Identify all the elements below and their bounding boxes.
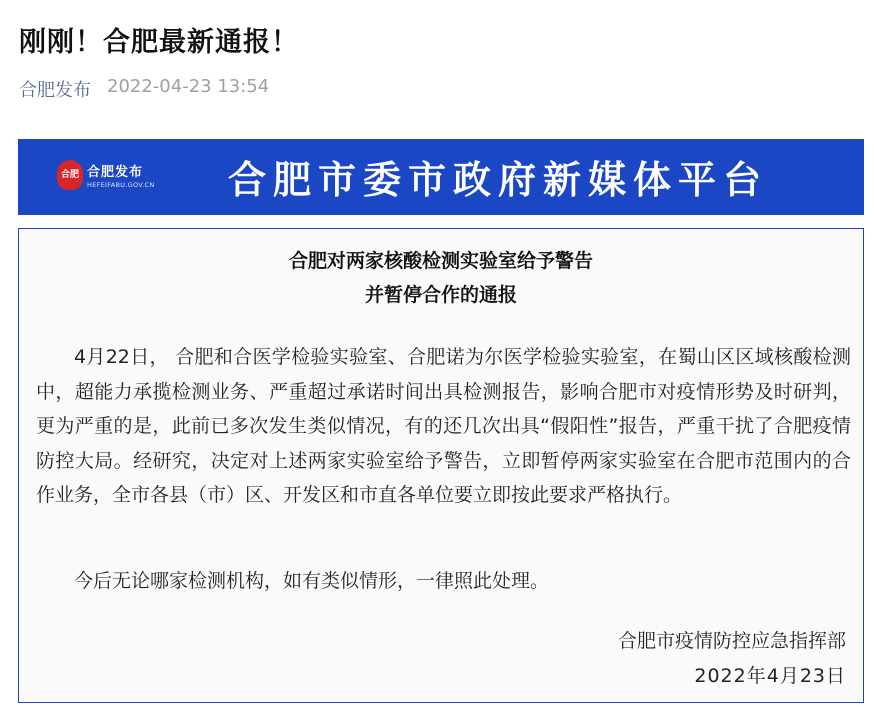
logo-name: 合肥发布 [87, 165, 144, 180]
hefei-fabu-logo [57, 160, 172, 200]
publish-date: 2022-04-23 13:54 [107, 76, 270, 97]
notice-title-line1: 合肥对两家核酸检测实验室给予警告 [288, 250, 593, 272]
logo-url: HEFEIFABU.GOV.CN [87, 181, 155, 189]
article-meta [19, 76, 269, 102]
banner-headline: 合肥市委市政府新媒体平台 [228, 157, 769, 202]
banner-image [18, 139, 864, 215]
notice-signature: 合肥市疫情防控应急指挥部 [617, 630, 846, 652]
logo-seal-icon: 合肥 [57, 160, 83, 190]
notice-sign-date: 2022年4月23日 [694, 665, 846, 687]
notice-title-line2: 并暂停合作的通报 [364, 284, 517, 306]
notice-paragraph-2: 今后无论哪家检测机构，如有类似情形，一律照此处理。 [74, 570, 550, 592]
notice-box [18, 228, 864, 703]
author-link[interactable]: 合肥发布 [19, 80, 91, 101]
notice-paragraph-1: 4月22日， 合肥和合医学检验实验室、合肥诺为尔医学检验实验室，在蜀山区区域核酸检测中，超能力承揽检测业务、严重超过承诺时间出具检测报告，影响合肥市对疫情形势及时研判，更为严重的是，此前已多次发生类似情况，有的还几次出具“假阳性”报告，严重干扰了合肥疫情防控大局。经研究，决定对上述两家实验室给予警告，立即暂停两家实验室在合肥市范围内的合作业务，全市各县（市）区、开发区和市直各单位要立即按此要求严格执行。 [36, 346, 851, 506]
article-title: 刚刚！合肥最新通报！ [19, 27, 299, 58]
